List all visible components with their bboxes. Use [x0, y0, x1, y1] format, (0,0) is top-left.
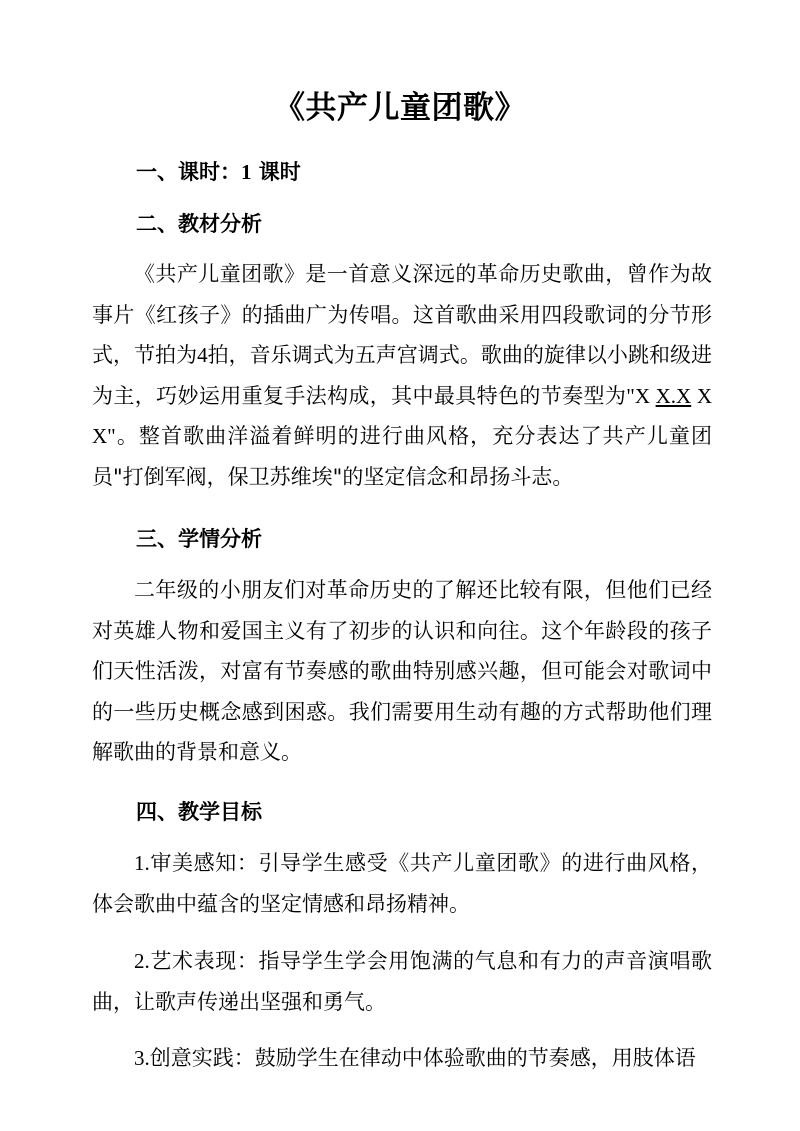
- section-heading-teaching-goals: 四、教学目标: [136, 800, 262, 824]
- rhythm-pattern-start: "X: [626, 383, 656, 408]
- student-analysis-paragraph: 二年级的小朋友们对革命历史的了解还比较有限，但他们已经对英雄人物和爱国主义有了初步的认识和向往。这个年龄段的孩子们天性活泼，对富有节奏感的歌曲特别感兴趣，但可能会对歌词中的一些历史概念感到困惑。我们需要用生动有趣的方式帮助他们理解歌曲的背景和意义。: [92, 578, 712, 764]
- section-heading-student-analysis: 三、学情分析: [136, 527, 262, 551]
- teaching-goal-2: 2.艺术表现：指导学生学会用饱满的气息和有力的声音演唱歌曲，让歌声传递出坚强和勇气。: [92, 949, 712, 1014]
- rhythm-pattern-end: X X": [92, 383, 712, 448]
- teaching-goal-1: 1.审美感知：引导学生感受《共产儿童团歌》的进行曲风格，体会歌曲中蕴含的坚定情感和昂扬精神。: [92, 851, 712, 916]
- material-analysis-paragraph: 《共产儿童团歌》是一首意义深远的革命历史歌曲，曾作为故事片《红孩子》的插曲广为传唱。这首歌曲采用四段歌词的分节形式，节拍为4拍，音乐调式为五声宫调式。歌曲的旋律以小跳和级进为主，巧妙运用重复手法构成，其中最具特色的节奏型为"X X.X X X"。整首歌曲洋溢着鲜明的进行曲风格，充分表达了共产儿童团员"打倒军阀，保卫苏维埃"的坚定信念和昂扬斗志。: [92, 262, 713, 489]
- rhythm-pattern-underlined: X.X: [655, 383, 692, 408]
- page-title: 《共产儿童团歌》: [274, 90, 526, 126]
- teaching-goal-3: 3.创意实践：鼓励学生在律动中体验歌曲的节奏感，用肢体语: [134, 1046, 696, 1070]
- class-hours-label: 一、课时：: [136, 160, 241, 184]
- class-hours-unit: 课时: [251, 160, 301, 184]
- section-heading-material-analysis: 二、教材分析: [136, 212, 262, 236]
- section-heading-class-hours: [136, 157, 301, 187]
- class-hours-number: 1: [241, 160, 252, 184]
